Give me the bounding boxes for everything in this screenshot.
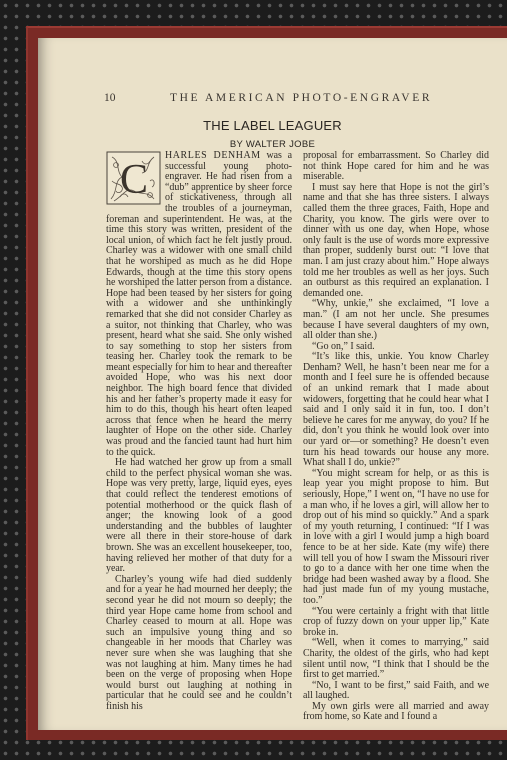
paragraph: “Go on,” I said. bbox=[312, 340, 375, 352]
paragraph: “It’s like this, unkie. You know Charley Denham? Well, he hasn’t been near me for a month and I feel sure he is offended because of an unkind remark that I made about widowers, forgetting that he could hear what I said and I only said it in fun, too. I don’t believe he cares for me anyway, do you? If he did, don’t you think he would look over into our yard or—or something? He doesn’t even turn his head towards our house any more. What shall I do, unkie?” bbox=[303, 351, 489, 469]
running-title: THE AMERICAN PHOTO-ENGRAVER bbox=[170, 92, 433, 104]
page-number: 10 bbox=[104, 92, 116, 104]
article-title: THE LABEL LEAGUER bbox=[203, 118, 342, 133]
right-column bbox=[303, 151, 489, 723]
left-column bbox=[106, 151, 292, 712]
paragraph: “You were certainly a fright with that little crop of fuzzy down on your upper lip,” Kate broke in. bbox=[303, 605, 489, 638]
running-header bbox=[38, 92, 507, 106]
book-page bbox=[38, 38, 507, 730]
paragraph: My own girls were all married and away from home, so Kate and I found a bbox=[303, 700, 489, 723]
article-byline: BY WALTER JOBE bbox=[229, 139, 316, 150]
paragraph-text: was a successful young photo-engraver. He had risen from a “dub” apprentice by sheer force of stickativeness, through all the troubles of a journeyman, foreman and superintendent. He was, at the time this story was written, president of the local union, of which fact he felt justly proud. Charley was a widower with one small child that he worshiped as much as he did Hope Edwards, though at the time this story opens he worshiped the latter person from a distance. Hope had been teased by her sisters for going with a widower and she unthinkingly remarked that she did not consider Charley as a suitor, not thinking that Charley, who was present, heard what she said. She only wished to say something to stop her sisters from teasing her. Charley took the remark to be meant especially for him to hear and thereafter avoided Hope, who was his next door neighbor. The high board fence that divided his and her father’s property made it easy for him to do this, though his heart often leaped across that fence when he heard the merry laughter of Hope on the other side. Charley was proud and the fancied taunt had hurt him to the quick. bbox=[106, 150, 292, 458]
paragraph: “Well, when it comes to marrying,” said Charity, the oldest of the girls, who had kept silent until now, “I think that I should be the first to get married.” bbox=[303, 637, 489, 681]
paragraph: proposal for embarrassment. So Charley did not think Hope cared for him and he was miserable. bbox=[303, 150, 489, 183]
paragraph: I must say here that Hope is not the girl’s name and that she has three sisters. I always called them the three graces, Faith, Hope and Charity, you know. The girls were over to dinner with us one day, when Hope, whose only fault is the use of words more expressive than proper, suddenly burst out: “I love that man. I am just crazy about him.” Hope always told me her troubles as well as her joys. Such an outburst as this required an explanation. I demanded one. bbox=[303, 181, 489, 299]
paragraph: “No, I want to be first,” said Faith, and we all laughed. bbox=[303, 679, 489, 702]
opening-caps: HARLES DENHAM bbox=[165, 150, 261, 161]
paragraph: “You might scream for help, or as this is leap year you might propose to him. But seriously, Hope,” I went on, “I have no use for a man who, if he loves a girl, will allow her to drop out of his mind so quickly.” And a spark of my youth returning, I continued: “If I was in love with a girl I would jump a high board fence to be at her side. Kate (my wife) there will tell you of how I swam the Missouri river to go to a dance with her one time when the bridge had been washed away by a flood. She had just made fun of my young mustache, too.” bbox=[303, 467, 489, 606]
ornamental-initial-icon bbox=[106, 151, 161, 205]
paragraph: Charley’s young wife had died suddenly and for a year he had mourned her deeply; the second year he did not mourn so deeply; the third year Hope came home from school and Charley ceased to mourn at all. Hope was such an impulsive young thing and so changeable in her moods that Charley was never sure when she was laughing that she was not laughing at him. Many times he had been on the verge of proposing when Hope would burst out laughing at nothing in particular that he could see and he couldn’t finish his bbox=[106, 573, 292, 712]
paragraph: He had watched her grow up from a small child to the perfect physical woman she was. Hope was very pretty, large, liquid eyes, eyes that could reflect the tenderest emotions of potential motherhood or the quick flash of anger; the knowing look of a good understanding and the bubbles of laughter were all there in their store-house of dark brown. She was an excellent housekeeper, too, having relieved her mother of that duty for a year. bbox=[106, 457, 292, 575]
paragraph: “Why, unkie,” she exclaimed, “I love a man.” (I am not her uncle. She presumes because I have several daughters of my own, all older than she.) bbox=[303, 298, 489, 342]
svg-text:C: C bbox=[119, 157, 149, 203]
opening-paragraph bbox=[106, 151, 292, 458]
